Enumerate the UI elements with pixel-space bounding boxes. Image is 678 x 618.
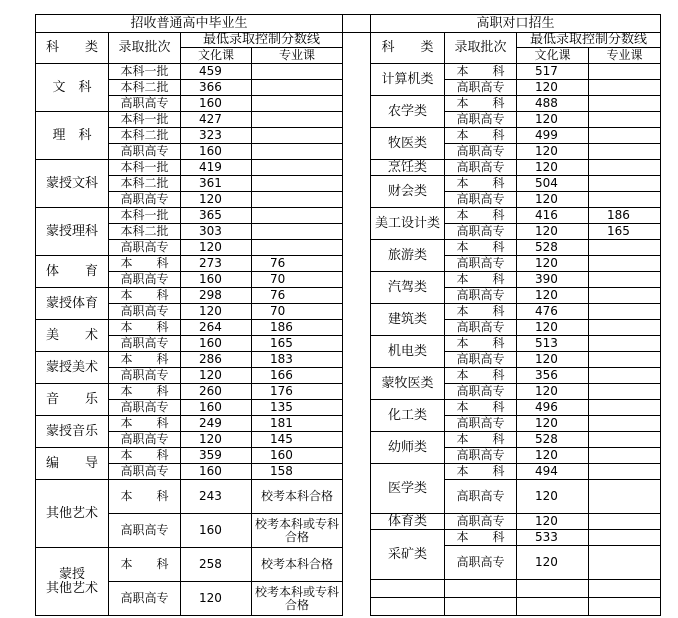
- right-row-major: 186: [588, 207, 661, 224]
- right-subject: 幼师类: [370, 431, 445, 464]
- right-subject: 体育类: [370, 513, 445, 530]
- right-row-major: [588, 255, 661, 272]
- left-row-batch: 本科一批: [108, 111, 181, 128]
- right-row-batch: 本 科: [444, 63, 517, 80]
- right-row-major: [588, 351, 661, 368]
- left-row-culture: 286: [180, 351, 252, 368]
- right-row-major: [588, 143, 661, 160]
- right-row-major: [588, 447, 661, 464]
- right-row-major: [588, 175, 661, 192]
- left-row-batch: 高职高专: [108, 303, 181, 320]
- right-row-major: [588, 399, 661, 416]
- right-row-batch: 高职高专: [444, 79, 517, 96]
- right-subject: 计算机类: [370, 63, 445, 96]
- left-row-major: 70: [251, 271, 343, 288]
- left-row-major: 181: [251, 415, 343, 432]
- right-row-major: [588, 319, 661, 336]
- right-row-major: [588, 479, 661, 514]
- right-row-major: [588, 271, 661, 288]
- right-row-culture: 476: [516, 303, 589, 320]
- right-row-culture: 533: [516, 529, 589, 546]
- right-row-major: [588, 415, 661, 432]
- left-row-major: [251, 79, 343, 96]
- left-row-culture: 303: [180, 223, 252, 240]
- left-row-major: [251, 223, 343, 240]
- right-row-culture: 120: [516, 447, 589, 464]
- left-row-major: [251, 143, 343, 160]
- right-row-batch: 高职高专: [444, 415, 517, 432]
- right-empty-cell: [588, 579, 661, 598]
- left-row-culture: 160: [180, 271, 252, 288]
- separator-cell: [342, 14, 371, 33]
- left-row-culture: 361: [180, 175, 252, 192]
- right-row-culture: 120: [516, 223, 589, 240]
- left-row-major: 76: [251, 287, 343, 304]
- right-row-major: [588, 239, 661, 256]
- left-row-batch: 高职高专: [108, 335, 181, 352]
- right-row-major: [588, 545, 661, 580]
- right-row-culture: 416: [516, 207, 589, 224]
- left-row-major: [251, 191, 343, 208]
- right-row-major: [588, 513, 661, 530]
- left-row-major: 70: [251, 303, 343, 320]
- right-row-culture: 120: [516, 191, 589, 208]
- left-row-culture: 359: [180, 447, 252, 464]
- right-row-batch: 高职高专: [444, 351, 517, 368]
- right-row-major: [588, 287, 661, 304]
- left-row-culture: 160: [180, 143, 252, 160]
- left-row-major: 160: [251, 447, 343, 464]
- right-empty-cell: [516, 597, 589, 616]
- right-row-batch: 高职高专: [444, 287, 517, 304]
- right-row-batch: 本 科: [444, 367, 517, 384]
- left-row-major: 145: [251, 431, 343, 448]
- left-row-major: 校考本科或专科合格: [251, 513, 343, 548]
- left-row-batch: 本科二批: [108, 223, 181, 240]
- right-row-culture: 120: [516, 111, 589, 128]
- right-row-major: [588, 127, 661, 144]
- right-row-major: [588, 159, 661, 176]
- right-row-major: [588, 529, 661, 546]
- left-row-batch: 本 科: [108, 383, 181, 400]
- right-row-major: [588, 303, 661, 320]
- right-row-batch: 高职高专: [444, 545, 517, 580]
- left-header-subject: 科 类: [35, 32, 109, 64]
- right-row-batch: 本 科: [444, 175, 517, 192]
- left-subject: 编 导: [35, 447, 109, 480]
- right-header-min-score: 最低录取控制分数线: [516, 32, 661, 48]
- right-row-culture: 528: [516, 239, 589, 256]
- left-subject: 蒙授美术: [35, 351, 109, 384]
- left-row-batch: 高职高专: [108, 513, 181, 548]
- left-row-major: [251, 95, 343, 112]
- left-row-major: 166: [251, 367, 343, 384]
- left-row-culture: 120: [180, 431, 252, 448]
- right-row-batch: 高职高专: [444, 447, 517, 464]
- left-row-culture: 366: [180, 79, 252, 96]
- left-header-major: 专业课: [251, 47, 343, 64]
- left-subject: 理 科: [35, 111, 109, 160]
- left-row-culture: 120: [180, 303, 252, 320]
- left-subject: 其他艺术: [35, 479, 109, 548]
- left-row-batch: 本 科: [108, 351, 181, 368]
- left-row-culture: 120: [180, 239, 252, 256]
- left-row-batch: 本科二批: [108, 127, 181, 144]
- right-subject: 汽驾类: [370, 271, 445, 304]
- right-header-batch: 录取批次: [444, 32, 517, 64]
- right-subject: 烹饪类: [370, 159, 445, 176]
- left-row-culture: 459: [180, 63, 252, 80]
- left-subject: 蒙授 其他艺术: [35, 547, 109, 616]
- right-subject: 化工类: [370, 399, 445, 432]
- right-empty-cell: [370, 597, 445, 616]
- right-row-batch: 本 科: [444, 463, 517, 480]
- right-row-culture: 120: [516, 79, 589, 96]
- left-row-culture: 258: [180, 547, 252, 582]
- left-row-culture: 120: [180, 367, 252, 384]
- right-row-batch: 本 科: [444, 335, 517, 352]
- left-row-major: 183: [251, 351, 343, 368]
- left-row-culture: 365: [180, 207, 252, 224]
- right-row-major: 165: [588, 223, 661, 240]
- left-row-culture: 323: [180, 127, 252, 144]
- right-empty-cell: [516, 579, 589, 598]
- right-row-culture: 120: [516, 319, 589, 336]
- left-row-culture: 298: [180, 287, 252, 304]
- left-row-major: [251, 127, 343, 144]
- right-subject: 机电类: [370, 335, 445, 368]
- left-row-batch: 本 科: [108, 447, 181, 464]
- right-row-batch: 本 科: [444, 271, 517, 288]
- left-row-culture: 120: [180, 191, 252, 208]
- left-row-batch: 高职高专: [108, 191, 181, 208]
- right-row-batch: 高职高专: [444, 383, 517, 400]
- left-row-batch: 本 科: [108, 319, 181, 336]
- right-subject: 牧医类: [370, 127, 445, 160]
- right-row-culture: 120: [516, 513, 589, 530]
- left-row-batch: 本 科: [108, 287, 181, 304]
- left-row-major: 158: [251, 463, 343, 480]
- right-row-batch: 本 科: [444, 431, 517, 448]
- right-empty-cell: [444, 579, 517, 598]
- right-row-major: [588, 367, 661, 384]
- left-row-major: [251, 111, 343, 128]
- right-row-culture: 496: [516, 399, 589, 416]
- left-row-culture: 160: [180, 463, 252, 480]
- right-row-major: [588, 79, 661, 96]
- left-row-culture: 249: [180, 415, 252, 432]
- left-row-culture: 264: [180, 319, 252, 336]
- right-row-batch: 高职高专: [444, 111, 517, 128]
- right-row-major: [588, 111, 661, 128]
- left-row-culture: 120: [180, 581, 252, 616]
- left-row-batch: 本 科: [108, 547, 181, 582]
- left-row-culture: 160: [180, 399, 252, 416]
- left-row-culture: 273: [180, 255, 252, 272]
- left-row-batch: 本 科: [108, 415, 181, 432]
- left-row-major: [251, 175, 343, 192]
- right-row-culture: 120: [516, 415, 589, 432]
- left-row-major: 135: [251, 399, 343, 416]
- left-header-min-score: 最低录取控制分数线: [180, 32, 343, 48]
- right-row-culture: 120: [516, 287, 589, 304]
- right-empty-cell: [444, 597, 517, 616]
- right-row-batch: 高职高专: [444, 159, 517, 176]
- right-row-batch: 高职高专: [444, 191, 517, 208]
- left-row-major: [251, 207, 343, 224]
- left-row-major: [251, 63, 343, 80]
- right-row-culture: 120: [516, 255, 589, 272]
- left-row-batch: 高职高专: [108, 431, 181, 448]
- right-empty-cell: [588, 597, 661, 616]
- right-row-major: [588, 335, 661, 352]
- left-row-major: 176: [251, 383, 343, 400]
- right-row-culture: 494: [516, 463, 589, 480]
- right-empty-cell: [370, 579, 445, 598]
- left-row-major: 165: [251, 335, 343, 352]
- right-row-culture: 488: [516, 95, 589, 112]
- left-row-culture: 260: [180, 383, 252, 400]
- right-row-culture: 513: [516, 335, 589, 352]
- right-row-major: [588, 463, 661, 480]
- right-subject: 医学类: [370, 463, 445, 514]
- right-row-culture: 517: [516, 63, 589, 80]
- left-subject: 体 育: [35, 255, 109, 288]
- left-subject: 蒙授体育: [35, 287, 109, 320]
- left-row-culture: 427: [180, 111, 252, 128]
- left-row-batch: 高职高专: [108, 143, 181, 160]
- right-row-batch: 高职高专: [444, 255, 517, 272]
- left-row-culture: 160: [180, 95, 252, 112]
- right-row-batch: 本 科: [444, 529, 517, 546]
- right-row-batch: 高职高专: [444, 143, 517, 160]
- left-row-culture: 160: [180, 335, 252, 352]
- right-row-culture: 120: [516, 479, 589, 514]
- left-row-batch: 本科二批: [108, 79, 181, 96]
- left-header-batch: 录取批次: [108, 32, 181, 64]
- left-row-batch: 高职高专: [108, 399, 181, 416]
- left-row-batch: 高职高专: [108, 581, 181, 616]
- right-subject: 旅游类: [370, 239, 445, 272]
- right-row-batch: 高职高专: [444, 513, 517, 530]
- right-row-culture: 356: [516, 367, 589, 384]
- right-row-culture: 504: [516, 175, 589, 192]
- right-subject: 采矿类: [370, 529, 445, 580]
- left-subject: 音 乐: [35, 383, 109, 416]
- left-row-major: 校考本科合格: [251, 479, 343, 514]
- left-row-batch: 本 科: [108, 255, 181, 272]
- left-row-major: 186: [251, 319, 343, 336]
- left-row-batch: 高职高专: [108, 239, 181, 256]
- right-row-batch: 本 科: [444, 399, 517, 416]
- left-header-culture: 文化课: [180, 47, 252, 64]
- right-row-batch: 本 科: [444, 95, 517, 112]
- right-row-batch: 高职高专: [444, 479, 517, 514]
- right-header-culture: 文化课: [516, 47, 589, 64]
- right-row-batch: 本 科: [444, 207, 517, 224]
- right-row-batch: 本 科: [444, 127, 517, 144]
- right-row-major: [588, 431, 661, 448]
- left-row-major: [251, 239, 343, 256]
- right-row-major: [588, 63, 661, 80]
- left-subject: 文 科: [35, 63, 109, 112]
- left-subject: 蒙授文科: [35, 159, 109, 208]
- right-row-culture: 120: [516, 143, 589, 160]
- left-subject: 美 术: [35, 319, 109, 352]
- right-row-culture: 528: [516, 431, 589, 448]
- right-row-major: [588, 383, 661, 400]
- right-row-culture: 120: [516, 383, 589, 400]
- left-row-batch: 本 科: [108, 479, 181, 514]
- right-subject: 蒙牧医类: [370, 367, 445, 400]
- left-row-batch: 本科一批: [108, 63, 181, 80]
- left-row-batch: 高职高专: [108, 367, 181, 384]
- left-row-major: 76: [251, 255, 343, 272]
- left-row-major: 校考本科合格: [251, 547, 343, 582]
- right-row-major: [588, 95, 661, 112]
- left-subject: 蒙授音乐: [35, 415, 109, 448]
- left-row-culture: 243: [180, 479, 252, 514]
- left-row-culture: 419: [180, 159, 252, 176]
- left-row-batch: 本科二批: [108, 175, 181, 192]
- right-row-batch: 本 科: [444, 303, 517, 320]
- right-row-culture: 120: [516, 545, 589, 580]
- right-row-culture: 390: [516, 271, 589, 288]
- right-subject: 美工设计类: [370, 207, 445, 240]
- left-subject: 蒙授理科: [35, 207, 109, 256]
- right-row-batch: 高职高专: [444, 223, 517, 240]
- right-row-batch: 本 科: [444, 239, 517, 256]
- right-row-culture: 120: [516, 351, 589, 368]
- right-header-major: 专业课: [588, 47, 661, 64]
- left-row-batch: 高职高专: [108, 463, 181, 480]
- right-subject: 建筑类: [370, 303, 445, 336]
- right-row-major: [588, 191, 661, 208]
- left-title: 招收普通高中毕业生: [35, 14, 343, 33]
- left-row-batch: 本科一批: [108, 159, 181, 176]
- left-row-batch: 高职高专: [108, 95, 181, 112]
- left-row-major: 校考本科或专科合格: [251, 581, 343, 616]
- left-row-batch: 本科一批: [108, 207, 181, 224]
- right-row-batch: 高职高专: [444, 319, 517, 336]
- right-title: 高职对口招生: [370, 14, 661, 33]
- right-subject: 农学类: [370, 95, 445, 128]
- right-header-subject: 科 类: [370, 32, 445, 64]
- left-row-major: [251, 159, 343, 176]
- right-row-culture: 120: [516, 159, 589, 176]
- right-subject: 财会类: [370, 175, 445, 208]
- left-row-culture: 160: [180, 513, 252, 548]
- left-row-batch: 高职高专: [108, 271, 181, 288]
- right-row-culture: 499: [516, 127, 589, 144]
